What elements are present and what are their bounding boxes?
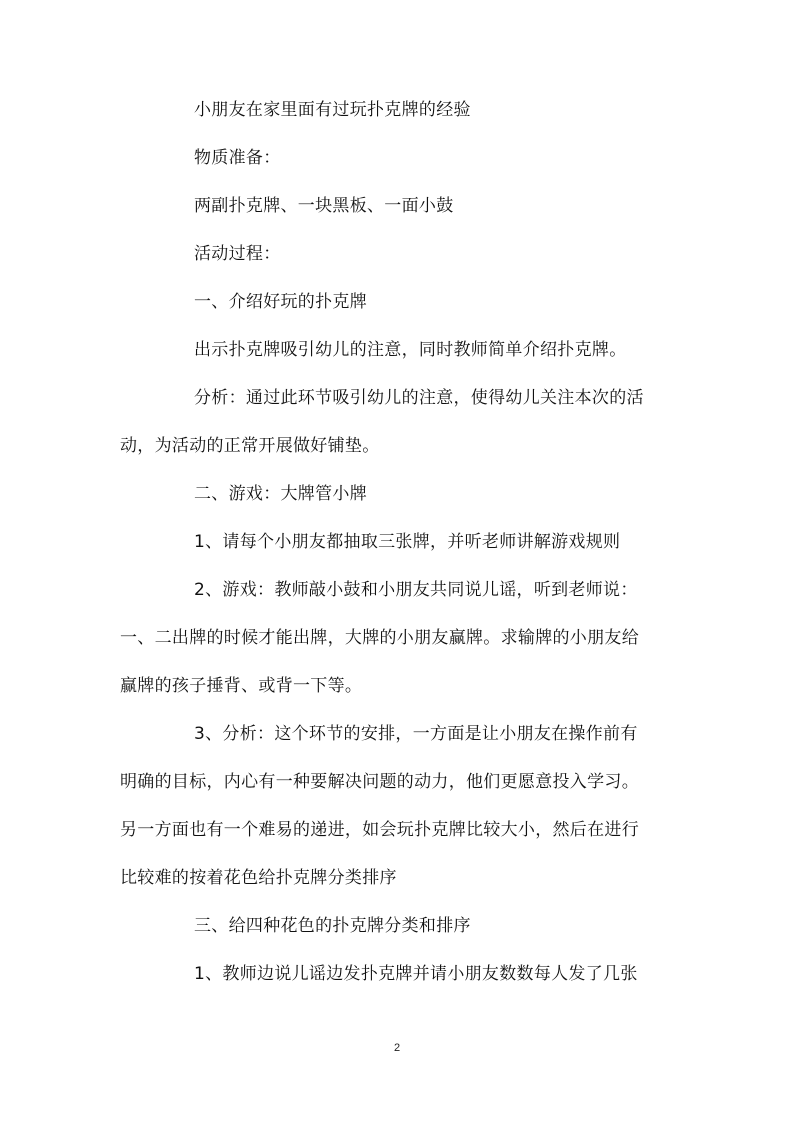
section-heading: 一、介绍好玩的扑克牌 [194, 292, 367, 312]
text-line: 比较难的按着花色给扑克牌分类排序 [120, 868, 397, 888]
section-heading: 二、游戏：大牌管小牌 [194, 484, 367, 504]
page-number: 2 [393, 1042, 401, 1054]
text-line: 赢牌的孩子捶背、或背一下等。 [120, 676, 363, 696]
text-line: 2、游戏：教师敲小鼓和小朋友共同说儿谣，听到老师说： [194, 580, 638, 600]
text-line: 1、请每个小朋友都抽取三张牌，并听老师讲解游戏规则 [194, 532, 621, 552]
text-line: 物质准备： [194, 148, 281, 168]
text-line: 出示扑克牌吸引幼儿的注意，同时教师简单介绍扑克牌。 [194, 340, 627, 360]
text-line: 活动过程： [194, 244, 281, 264]
text-line: 3、分析：这个环节的安排，一方面是让小朋友在操作前有 [194, 724, 638, 744]
text-line: 明确的目标，内心有一种要解决问题的动力，他们更愿意投入学习。 [120, 772, 639, 792]
text-line: 另一方面也有一个难易的递进，如会玩扑克牌比较大小，然后在进行 [120, 820, 639, 840]
section-heading: 三、给四种花色的扑克牌分类和排序 [194, 916, 471, 936]
text-line: 两副扑克牌、一块黑板、一面小鼓 [194, 196, 454, 216]
text-line: 1、教师边说儿谣边发扑克牌并请小朋友数数每人发了几张 [194, 964, 638, 984]
text-line: 分析：通过此环节吸引幼儿的注意，使得幼儿关注本次的活 [194, 388, 644, 408]
text-line: 一、二出牌的时候才能出牌，大牌的小朋友赢牌。求输牌的小朋友给 [120, 628, 639, 648]
text-line: 动，为活动的正常开展做好铺垫。 [120, 436, 380, 456]
text-line: 小朋友在家里面有过玩扑克牌的经验 [194, 100, 471, 120]
